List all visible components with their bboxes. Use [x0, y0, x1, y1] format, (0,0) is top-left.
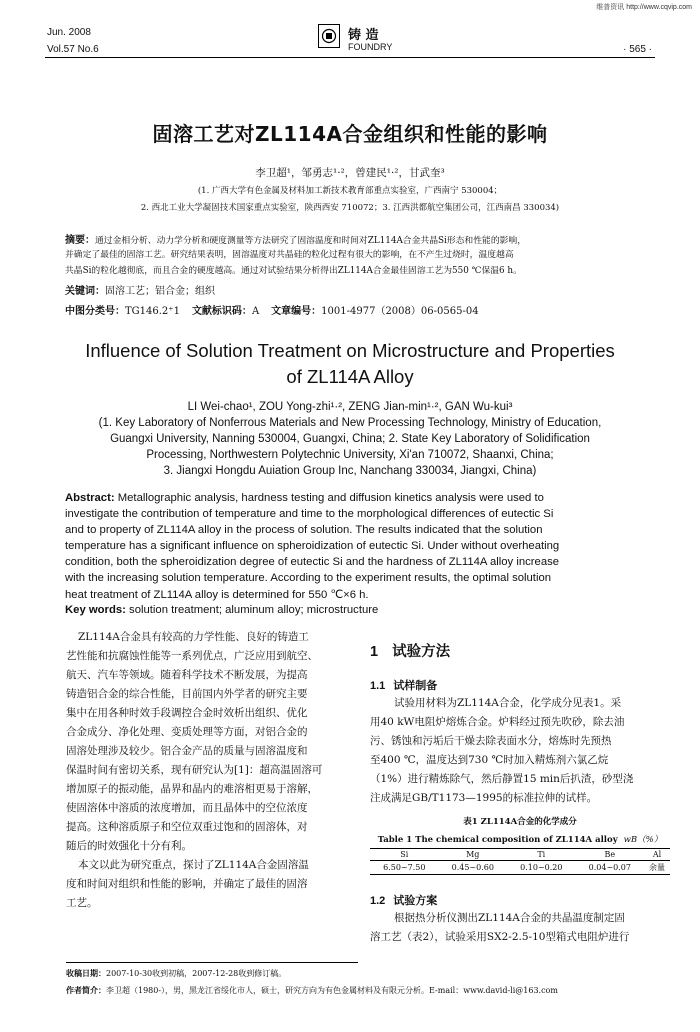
authors-cn: 李卫超¹，邹勇志¹·²，曾建民¹·²，甘武奎³ — [255, 167, 445, 179]
classification-line: 中图分类号：TG146.2⁺1 文献标识码：A 文章编号：1001-4977（2008）06-0565-04 — [65, 306, 479, 317]
title-cn: 固溶工艺对ZL114A合金组织和性能的影响 — [152, 122, 548, 146]
abstract-en-label: Abstract: — [65, 492, 115, 504]
affiliation-en-2: Guangxi University, Nanning 530004, Guangxi, China; 2. State Key Laboratory of Solidification — [110, 433, 590, 445]
header-rule — [45, 57, 655, 58]
composition-table — [370, 848, 670, 875]
table-header-mg: Mg — [466, 850, 480, 859]
table-cell-si: 6.50~7.50 — [383, 863, 426, 872]
journal-title-en: FOUNDRY — [348, 42, 393, 52]
abstract-en-line-3: and to property of ZL114A alloy in the process of solution. The results indicated that the solution — [65, 524, 543, 536]
table-1-caption-cn: 表1 ZL114A合金的化学成分 — [463, 817, 577, 827]
abstract-en-line-5: condition, both the spheroidization degree of eutectic Si and the hardness of ZL114A alloy increase — [65, 556, 560, 568]
abstract-en-line-2: investigate the contribution of temperature and time to the morphological differences of eutectic Si — [65, 508, 554, 520]
abstract-cn-label: 摘要： — [65, 235, 95, 246]
table-cell-ti: 0.10~0.20 — [520, 863, 563, 872]
section-1-2-heading: 1.2 试验方案 — [370, 895, 438, 907]
sample-prep-paragraph: 试验用材料为ZL114A合金，化学成分见表1。采 用40 kW电阻炉熔炼合金。炉料经过预先吹砂，除去油 污、锈蚀和污垢后干燥去除表面水分，熔炼时先预热 至400 ℃，温度达到730 ℃时加入精炼剂六氯乙烷 （1%）进行精炼除气，然后静置15 min后扒渣，砂型浇 注成满足GB/T1173—1995的标准拉伸的试样。 — [370, 697, 634, 804]
abstract-en-line-6: with the increasing solution temperature. According to the experiment results, the optimal solution — [65, 572, 552, 584]
affiliation-cn-1: (1. 广西大学有色金属及材料加工新技术教育部重点实验室，广西南宁 530004； — [197, 186, 503, 196]
footnote-rule — [66, 962, 358, 963]
issue-date: Jun. 2008 — [47, 27, 91, 38]
abstract-cn-line-1: 摘要：通过金相分析、动力学分析和硬度测量等方法研究了固溶温度和时间对ZL114A合金共晶Si形态和性能的影响， — [65, 235, 527, 246]
table-header-be: Be — [604, 850, 616, 859]
journal-title-cn: 铸 造 — [348, 28, 379, 43]
test-plan-paragraph: 根据热分析仪测出ZL114A合金的共晶温度制定固 溶工艺（表2），试验采用SX2-2.5-10型箱式电阻炉进行 — [370, 912, 630, 943]
volume-number: Vol.57 No.6 — [47, 44, 99, 55]
abstract-en-line-7: heat treatment of ZL114A alloy is determined for 550 ℃×6 h. — [65, 589, 369, 601]
table-header-si: Si — [400, 850, 409, 859]
table-row — [370, 861, 670, 875]
table-cell-mg: 0.45~0.60 — [451, 863, 494, 872]
table-header-al: Al — [652, 850, 662, 859]
table-1-caption-en: Table 1 The chemical composition of ZL114A alloy wB（%） — [377, 835, 663, 845]
table-header-ti: Ti — [537, 850, 546, 859]
abstract-en-line-4: temperature has a significant influence on spheroidization of eutectic Si. Under without overheating — [65, 540, 560, 552]
keywords-en: Key words: solution treatment; aluminum alloy; microstructure — [65, 604, 379, 616]
table-header-row — [370, 849, 670, 861]
affiliation-en-1: (1. Key Laboratory of Nonferrous Materials and New Processing Technology, Ministry of Education, — [98, 417, 602, 429]
authors-en: LI Wei-chao¹, ZOU Yong-zhi¹·², ZENG Jian-min¹·², GAN Wu-kui³ — [187, 401, 513, 413]
affiliation-en-3: Processing, Northwestern Polytechnic University, Xi'an 710072, Shaanxi, China; — [146, 449, 554, 461]
watermark: 维普资讯 http://www.cqvip.com — [596, 4, 692, 11]
table-cell-al: 余量 — [649, 863, 666, 872]
intro-paragraph: ZL114A合金具有较高的力学性能、良好的铸造工 艺性能和抗腐蚀性能等一系列优点，广泛应用到航空、 航天、汽车等领域。随着科学技术不断发展，为提高 铸造铝合金的综合性能，目前国内外学者的研究主要 集中在用各种时效手段调控合金时效析出组织、优化 合金成分、净化处理、变质处理等方面，对铝合金的 固溶处理涉及较少。铝合金产品的质量与固溶温度和 保温时间有密切关系，现有研究认为[1]：超高温固溶可 增加原子的振动能，晶界和晶内的难溶相更易于溶解， 使固溶体中溶质的浓度增加，而且晶体中的空位浓度 提高。这种溶质原子和空位双重过饱和的固溶体，对 随后的时效强化十分有利。 本文以此为研究重点，探讨了ZL114A合金固溶温 度和时间对组织和性能的影响，并确定了最佳的固溶 工艺。 — [66, 631, 323, 909]
abstract-en-line-1: Abstract: Metallographic analysis, hardness testing and diffusion kinetics analysis were used to — [65, 492, 544, 504]
page-number: · 565 · — [623, 44, 652, 55]
section-1-heading: 1 试验方法 — [370, 644, 451, 660]
journal-logo — [318, 24, 340, 48]
abstract-cn-line-3: 共晶Si的粒化越彻底，而且合金的硬度越高。通过对试验结果分析得出ZL114A合金最佳固溶工艺为550 ℃保温6 h。 — [65, 266, 522, 276]
keywords-cn: 关键词：固溶工艺；铝合金；组织 — [65, 286, 215, 297]
affiliation-cn-2: 2. 西北工业大学凝固技术国家重点实验室，陕西西安 710072；3. 江西洪都航空集团公司，江西南昌 330034) — [140, 203, 560, 213]
abstract-cn-line-2: 并确定了最佳的固溶工艺。研究结果表明，固溶温度对共晶硅的粒化过程有很大的影响，在不产生过烧时，温度越高 — [65, 250, 514, 260]
received-date: 收稿日期：2007-10-30收到初稿，2007-12-28收到修订稿。 — [66, 969, 287, 978]
title-en-line-2: of ZL114A Alloy — [286, 366, 414, 387]
affiliation-en-4: 3. Jiangxi Hongdu Auiation Group Inc, Nanchang 330034, Jiangxi, China) — [163, 465, 537, 477]
journal-logo-icon — [319, 25, 339, 47]
section-1-1-heading: 1.1 试样制备 — [370, 680, 438, 692]
title-en-line-1: Influence of Solution Treatment on Microstructure and Properties — [85, 340, 615, 361]
author-bio: 作者简介：李卫超（1980-），男，黑龙江省绥化市人，硕士，研究方向为有色金属材料及有限元分析。E-mail：www.david-li@163.com — [66, 986, 558, 995]
table-cell-be: 0.04~0.07 — [588, 863, 631, 872]
